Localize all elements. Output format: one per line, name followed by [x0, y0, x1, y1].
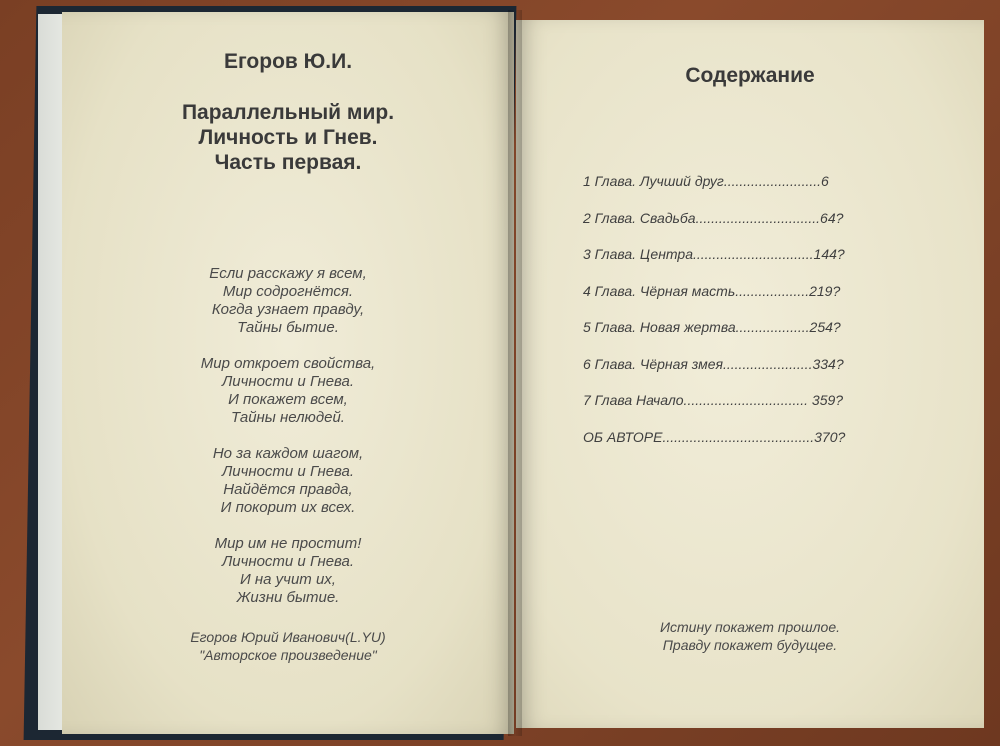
- author-name: Егоров Ю.И.: [223, 50, 353, 73]
- poem-line: Личности и Гнева.: [221, 463, 355, 480]
- poem-line: И покажет всем,: [228, 391, 348, 408]
- signature-line: Егоров Юрий Иванович(L.YU): [190, 629, 386, 645]
- epigraph-line: Истину покажет прошлое.: [659, 619, 840, 635]
- toc-entry: 3 Глава. Центра...............................144?: [583, 246, 845, 262]
- toc-entry: 6 Глава. Чёрная змея.......................334?: [583, 355, 844, 372]
- poem-stanza: [62, 265, 514, 337]
- poem-line: Тайны нелюдей.: [231, 409, 345, 426]
- epigraph-line: Правду покажет будущее.: [662, 637, 838, 653]
- poem-line: Мир им не простит!: [214, 535, 362, 552]
- poem-line: И покорит их всех.: [220, 499, 356, 516]
- signature: [62, 628, 514, 664]
- poem-line: Личности и Гнева.: [221, 373, 355, 390]
- poem-stanza: [62, 355, 514, 427]
- poem-stanza: [62, 445, 514, 517]
- toc-entry: 2 Глава. Свадьба................................64?: [583, 209, 844, 226]
- toc-heading: Содержание: [685, 64, 815, 87]
- poem-line: Но за каждом шагом,: [212, 445, 364, 462]
- title-line: Параллельный мир.: [181, 101, 395, 124]
- signature-line: "Авторское произведение": [199, 647, 377, 663]
- poem-line: Жизни бытие.: [236, 589, 340, 606]
- poem: [62, 265, 514, 625]
- poem-line: Когда узнает правду,: [211, 301, 365, 318]
- poem-line: Если расскажу я всем,: [209, 265, 367, 282]
- book-title: [62, 100, 514, 175]
- poem-line: И на учит их,: [240, 571, 336, 588]
- toc-entry: 5 Глава. Новая жертва...................254?: [583, 319, 841, 335]
- table-of-contents: [583, 172, 903, 464]
- poem-line: Мир содрогнётся.: [222, 283, 354, 300]
- toc-entry: 4 Глава. Чёрная масть...................219?: [583, 282, 841, 299]
- title-line: Личность и Гнев.: [198, 126, 378, 149]
- toc-entry: 7 Глава Начало................................ 359?: [583, 392, 844, 408]
- poem-line: Найдётся правда,: [223, 481, 353, 498]
- toc-entry: 1 Глава. Лучший друг.........................6: [583, 173, 829, 189]
- toc-entry: ОБ АВТОРЕ.......................................370?: [583, 428, 846, 445]
- poem-line: Тайны бытие.: [237, 319, 339, 336]
- epigraph: [516, 618, 984, 654]
- poem-line: Личности и Гнева.: [221, 553, 355, 570]
- poem-stanza: [62, 535, 514, 607]
- title-line: Часть первая.: [214, 151, 362, 174]
- poem-line: Мир откроет свойства,: [200, 355, 376, 372]
